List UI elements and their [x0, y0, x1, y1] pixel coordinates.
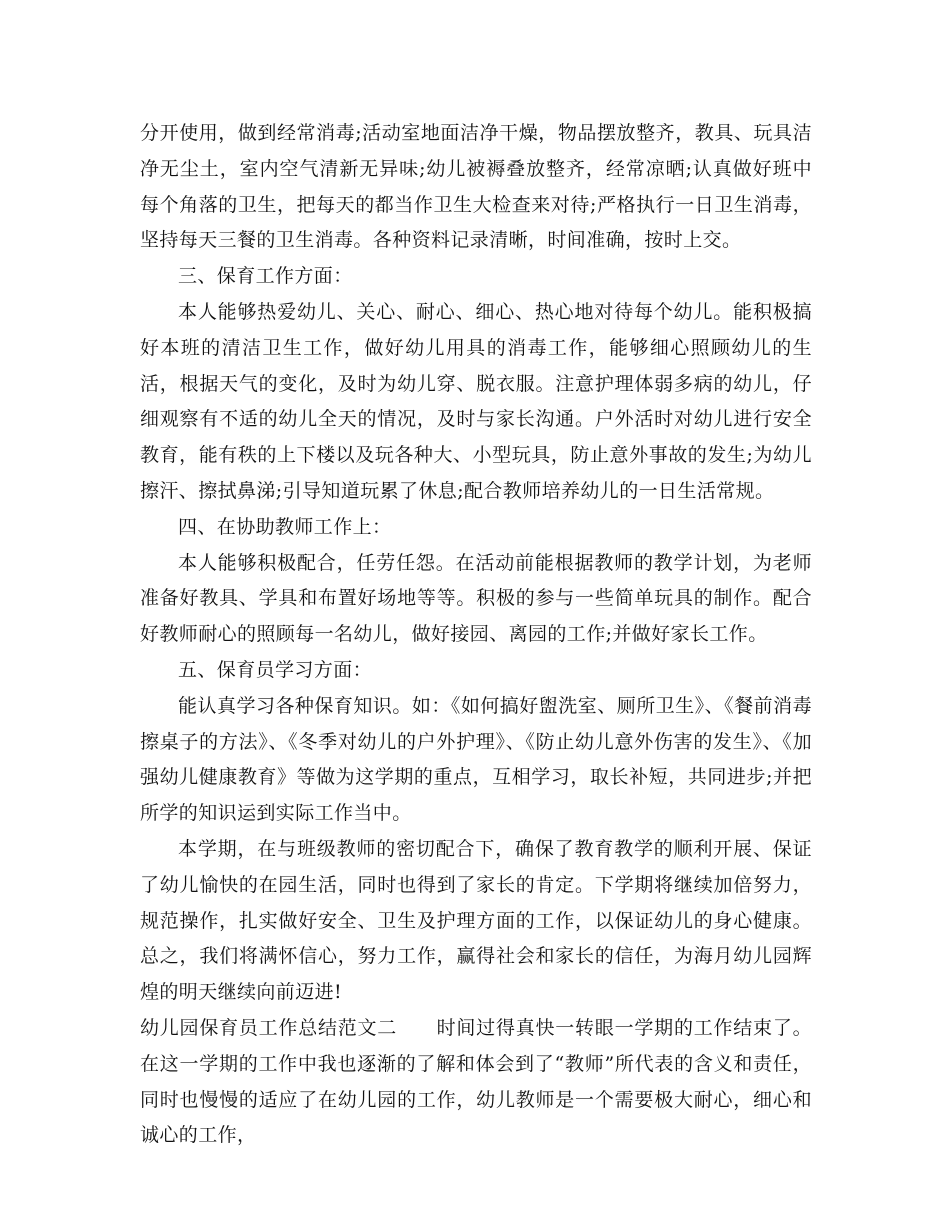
paragraph-sample-two: 幼儿园保育员工作总结范文二 时间过得真快一转眼一学期的工作结束了。在这一学期的工作中我也逐渐的了解和体会到了“教师”所代表的含义和责任，同时也慢慢的适应了在幼儿园的工作，幼儿教师是一个需要极大耐心，细心和诚心的工作，	[140, 1016, 812, 1147]
paragraph-conclusion: 本学期，在与班级教师的密切配合下，确保了教育教学的顺利开展、保证了幼儿愉快的在园生活，同时也得到了家长的肯定。下学期将继续加倍努力，规范操作，扎实做好安全、卫生及护理方面的工作，以保证幼儿的身心健康。总之，我们将满怀信心，努力工作，赢得社会和家长的信任，为海月幼儿园辉煌的明天继续向前迈进!	[140, 837, 812, 1004]
heading-section-four: 四、在协助教师工作上：	[178, 515, 392, 538]
paragraph-care-work: 本人能够热爱幼儿、关心、耐心、细心、热心地对待每个幼儿。能积极搞好本班的清洁卫生工作，做好幼儿用具的消毒工作，能够细心照顾幼儿的生活，根据天气的变化，及时为幼儿穿、脱衣服。注意护理体弱多病的幼儿，仔细观察有不适的幼儿全天的情况，及时与家长沟通。户外活时对幼儿进行安全教育，能有秩的上下楼以及玩各种大、小型玩具，防止意外事故的发生;为幼儿擦汗、擦拭鼻涕;引导知道玩累了休息;配合教师培养幼儿的一日生活常规。	[140, 300, 812, 502]
heading-section-three: 三、保育工作方面：	[178, 265, 353, 288]
paragraph-hygiene-continued: 分开使用，做到经常消毒;活动室地面洁净干燥，物品摆放整齐，教具、玩具洁净无尘土，室内空气清新无异味;幼儿被褥叠放整齐，经常凉晒;认真做好班中每个角落的卫生，把每天的都当作卫生大检查来对待;严格执行一日卫生消毒，坚持每天三餐的卫生消毒。各种资料记录清晰，时间准确，按时上交。	[140, 122, 812, 252]
paragraph-study: 能认真学习各种保育知识。如：《如何搞好盥洗室、厕所卫生》、《餐前消毒擦桌子的方法》、《冬季对幼儿的户外护理》、《防止幼儿意外伤害的发生》、《加强幼儿健康教育》等做为这学期的重点，互相学习，取长补短，共同进步;并把所学的知识运到实际工作当中。	[140, 694, 812, 825]
paragraph-assist-teachers: 本人能够积极配合，任劳任怨。在活动前能根据教师的教学计划，为老师准备好教具、学具和布置好场地等等。积极的参与一些简单玩具的制作。配合好教师耐心的照顾每一名幼儿，做好接园、离园的工作;并做好家长工作。	[140, 551, 812, 646]
heading-section-five: 五、保育员学习方面：	[178, 658, 373, 681]
document-body	[140, 116, 812, 1154]
